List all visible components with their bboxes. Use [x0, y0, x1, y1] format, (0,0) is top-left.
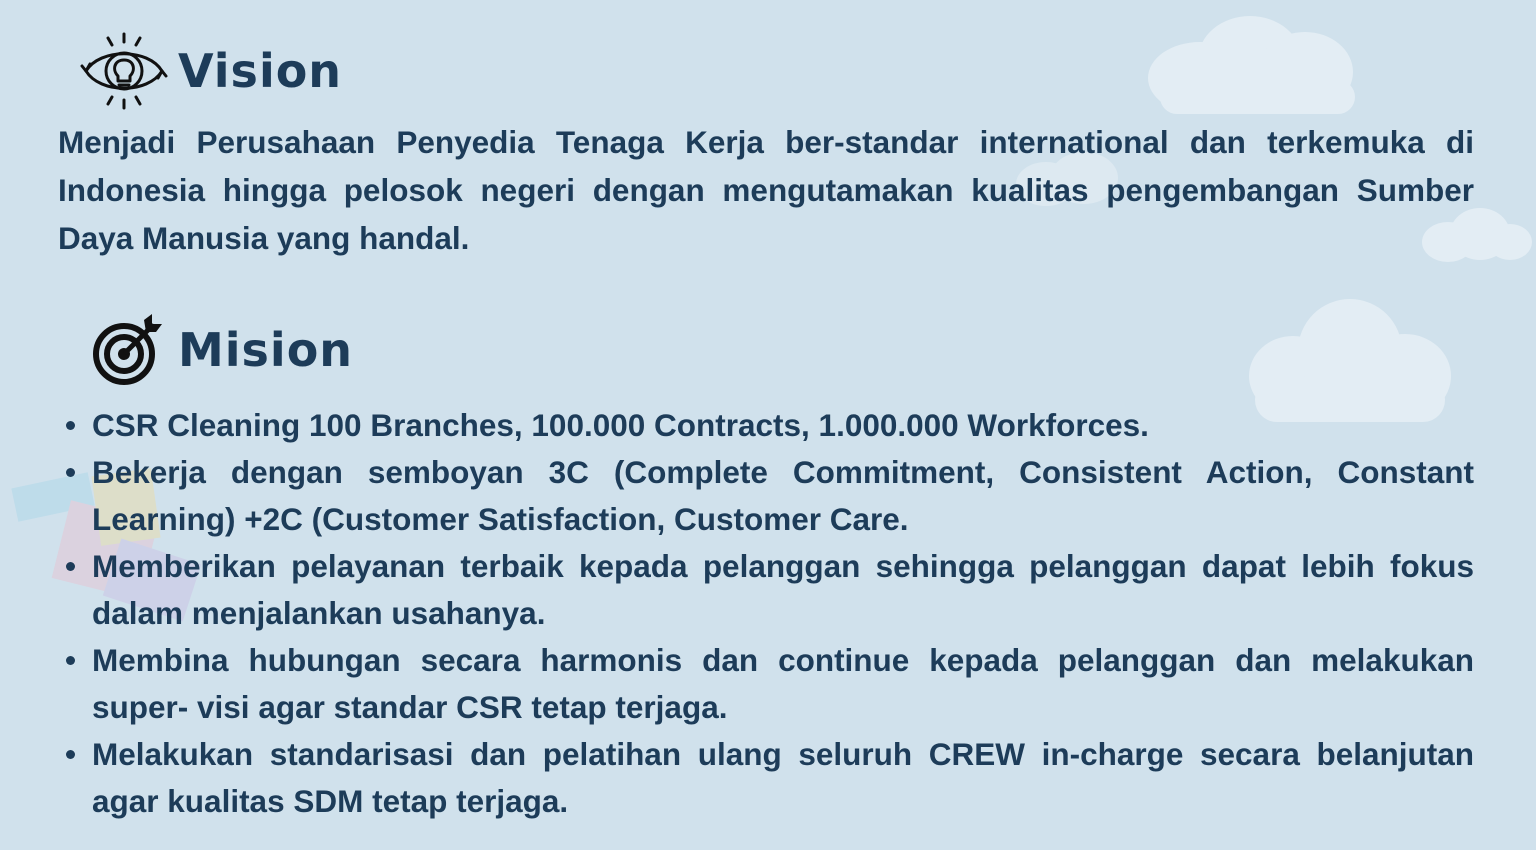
bullet-icon — [66, 750, 75, 759]
bullet-icon — [66, 421, 75, 430]
bullet-icon — [66, 468, 75, 477]
bullet-icon — [66, 562, 75, 571]
mission-item — [58, 449, 1474, 543]
mission-item-text: Melakukan standarisasi dan pelatihan ulang seluruh CREW in-charge secara belanjutan agar kualitas SDM tetap terjaga. — [92, 736, 1474, 819]
eye-lightbulb-icon — [78, 26, 170, 116]
mission-item — [58, 402, 1474, 449]
mission-item-text: Membina hubungan secara harmonis dan continue kepada pelanggan dan melakukan super- visi agar standar CSR tetap terjaga. — [92, 642, 1474, 725]
vision-heading-row — [78, 26, 342, 116]
bullet-icon — [66, 656, 75, 665]
mission-item — [58, 637, 1474, 731]
mission-heading-row — [92, 314, 353, 386]
mission-item-text: Memberikan pelayanan terbaik kepada pelanggan sehingga pelanggan dapat lebih fokus dalam menjalankan usahanya. — [92, 548, 1474, 631]
cloud-decoration-top-right — [1140, 10, 1380, 120]
mission-item — [58, 731, 1474, 825]
mission-item — [58, 543, 1474, 637]
mission-title: Mision — [178, 323, 354, 377]
vision-title: Vision — [178, 44, 343, 98]
mission-list — [58, 402, 1474, 825]
target-arrow-icon — [92, 314, 164, 386]
mission-item-text: CSR Cleaning 100 Branches, 100.000 Contracts, 1.000.000 Workforces. — [92, 407, 1149, 443]
vision-statement: Menjadi Perusahaan Penyedia Tenaga Kerja ber-standar international dan terkemuka di Indonesia hingga pelosok negeri dengan mengutamakan kualitas pengembangan Sumber Daya Manusia yang handal. — [58, 124, 1474, 256]
mission-item-text: Bekerja dengan semboyan 3C (Complete Commitment, Consistent Action, Constant Learning) +2C (Customer Satisfaction, Customer Care. — [92, 454, 1474, 537]
